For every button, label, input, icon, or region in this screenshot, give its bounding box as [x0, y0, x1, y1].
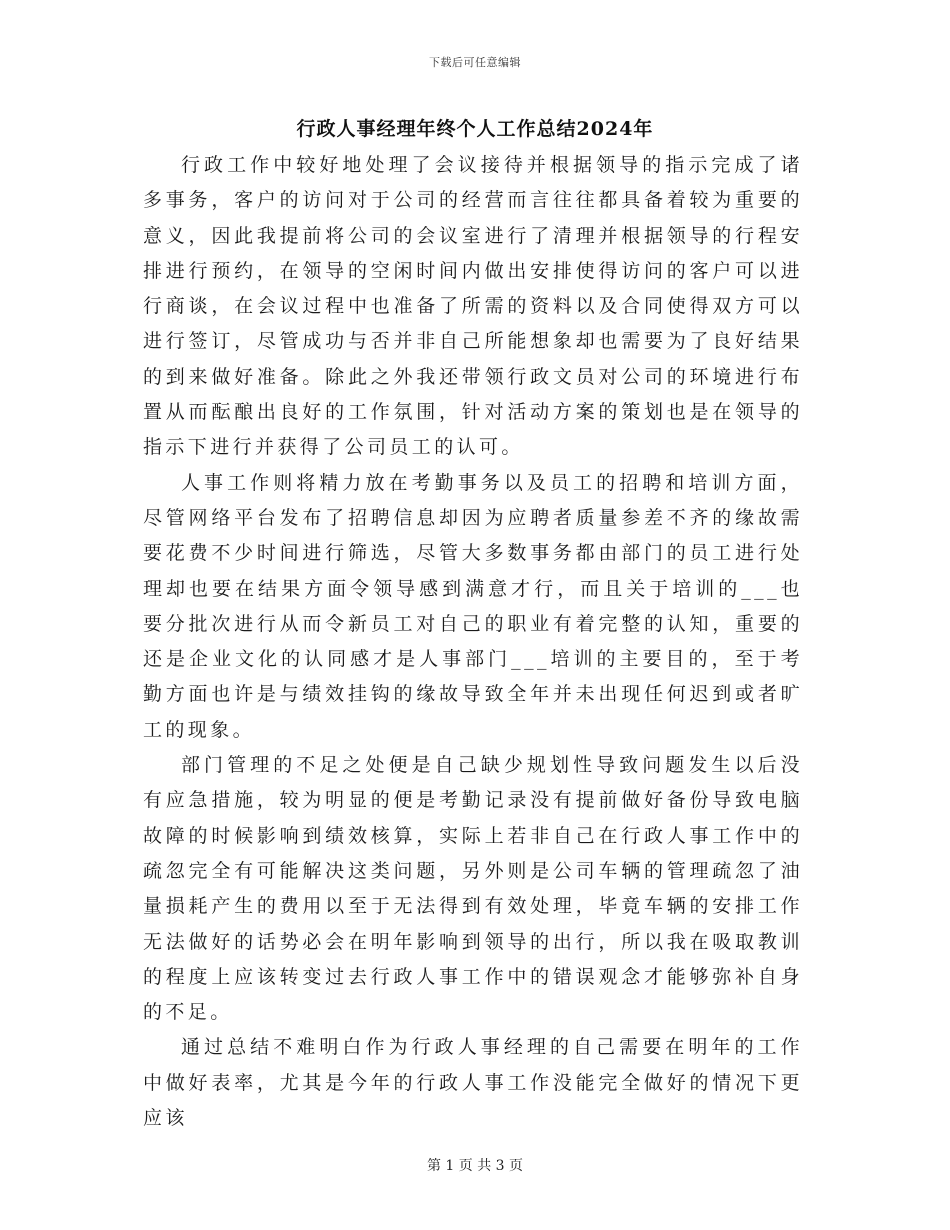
header-note: 下载后可任意编辑: [429, 56, 521, 69]
page-number: 第 1 页 共 3 页: [426, 1158, 524, 1174]
document-title: 行政人事经理年终个人工作总结2024年: [296, 118, 654, 140]
paragraph-administration: 行政工作中较好地处理了会议接待并根据领导的指示完成了诸多事务，客户的访问对于公司的经营而言往往都具备着较为重要的意义，因此我提前将公司的会议室进行了清理并根据领导的行程安排进行预约，在领导的空闲时间内做出安排使得访问的客户可以进行商谈，在会议过程中也准备了所需的资料以及合同使得双方可以进行签订，尽管成功与否并非自己所能想象却也需要为了良好结果的到来做好准备。除此之外我还带领行政文员对公司的环境进行布置从而酝酿出良好的工作氛围，针对活动方案的策划也是在领导的指示下进行并获得了公司员工的认可。: [143, 154, 803, 459]
paragraph-conclusion: 通过总结不难明白作为行政人事经理的自己需要在明年的工作中做好表率，尤其是今年的行政人事工作没能完全做好的情况下更应该: [143, 1036, 803, 1130]
document-body: [143, 148, 803, 1136]
paragraph-personnel: 人事工作则将精力放在考勤事务以及员工的招聘和培训方面，尽管网络平台发布了招聘信息却因为应聘者质量参差不齐的缘故需要花费不少时间进行筛选，尽管大多数事务都由部门的员工进行处理却也要在结果方面令领导感到满意才行，而且关于培训的___也要分批次进行从而令新员工对自己的职业有着完整的认知，重要的还是企业文化的认同感才是人事部门___培训的主要目的，至于考勤方面也许是与绩效挂钩的缘故导致全年并未出现任何迟到或者旷工的现象。: [143, 471, 803, 741]
paragraph-management-shortcomings: 部门管理的不足之处便是自己缺少规划性导致问题发生以后没有应急措施，较为明显的便是考勤记录没有提前做好备份导致电脑故障的时候影响到绩效核算，实际上若非自己在行政人事工作中的疏忽完全有可能解决这类问题，另外则是公司车辆的管理疏忽了油量损耗产生的费用以至于无法得到有效处理，毕竟车辆的安排工作无法做好的话势必会在明年影响到领导的出行，所以我在吸取教训的程度上应该转变过去行政人事工作中的错误观念才能够弥补自身的不足。: [143, 754, 803, 1024]
